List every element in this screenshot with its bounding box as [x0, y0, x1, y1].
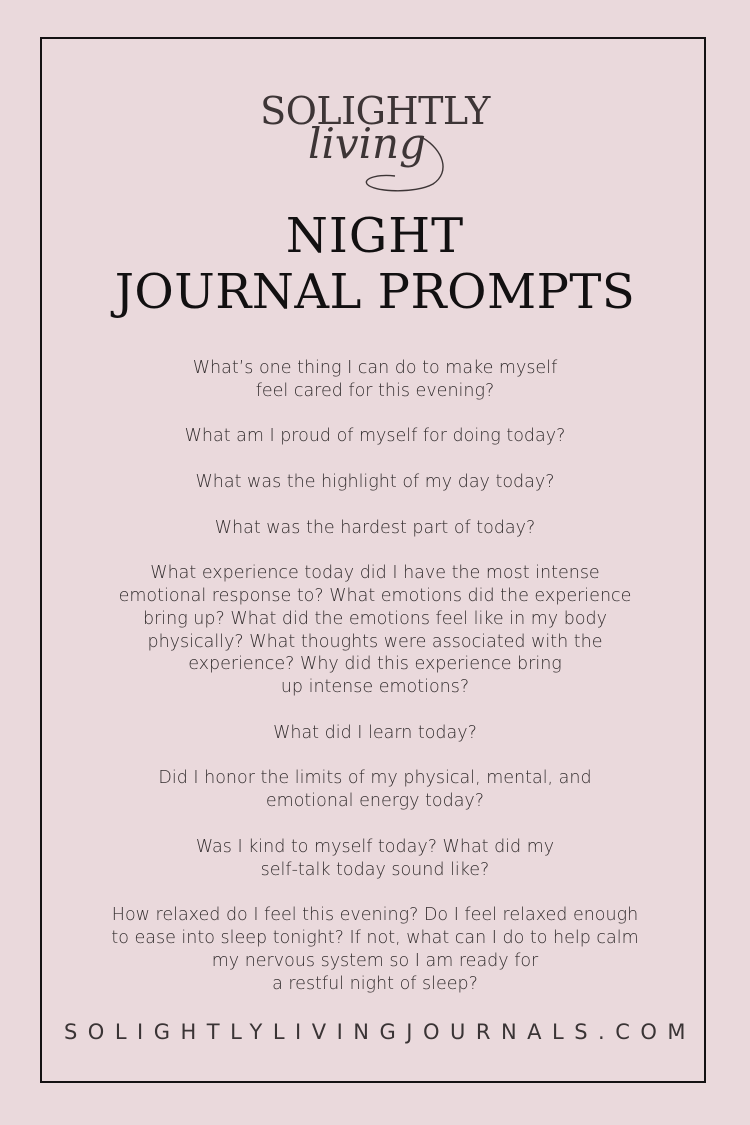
prompt-line: experience? Why did this experience bring	[188, 654, 562, 675]
website-url: SOLIGHTLYLIVINGJOURNALS.COM	[63, 1020, 697, 1044]
prompt-item	[80, 425, 670, 448]
prompt-line: What am I proud of myself for doing today?	[184, 426, 566, 447]
prompt-line: How relaxed do I feel this evening? Do I feel relaxed enough	[111, 905, 639, 926]
prompt-line: physically? What thoughts were associated with the	[147, 631, 603, 652]
prompt-line: up intense emotions?	[280, 677, 470, 698]
prompt-line: Did I honor the limits of my physical, mental, and	[158, 768, 592, 789]
prompt-line: What did I learn today?	[273, 722, 477, 743]
prompt-item	[80, 722, 670, 745]
prompt-line: emotional energy today?	[265, 791, 485, 812]
prompt-line: What’s one thing I can do to make myself	[192, 358, 558, 378]
prompt-line: my nervous system so I am ready for	[211, 950, 539, 971]
prompt-item	[80, 767, 670, 813]
prompt-line: feel cared for this evening?	[255, 380, 495, 401]
prompt-item	[80, 357, 670, 403]
prompt-line: What experience today did I have the most intense	[150, 563, 600, 584]
prompt-line: emotional response to? What emotions did the experience	[118, 585, 632, 606]
logo-script-text: living	[308, 119, 426, 168]
prompt-line: self-talk today sound like?	[260, 859, 490, 880]
prompt-line: bring up? What did the emotions feel like in my body	[142, 608, 607, 629]
prompt-item	[80, 836, 670, 882]
page-title-line2: JOURNAL PROMPTS	[114, 264, 636, 320]
prompt-line: Was I kind to myself today? What did my	[195, 836, 555, 857]
prompt-item	[80, 562, 670, 699]
logo-graphic	[255, 80, 495, 210]
prompt-line: a restful night of sleep?	[272, 973, 478, 994]
prompt-line: What was the hardest part of today?	[214, 517, 536, 538]
prompt-line: What was the highlight of my day today?	[195, 471, 555, 492]
logo-wordmark: SOLIGHTLY	[260, 89, 490, 133]
prompt-item	[80, 517, 670, 540]
prompt-list	[80, 357, 670, 1018]
prompt-item	[80, 904, 670, 995]
prompt-line: to ease into sleep tonight? If not, what can I do to help calm	[111, 927, 639, 948]
prompt-item	[80, 471, 670, 494]
page-title-line1: NIGHT	[285, 208, 465, 264]
brand-logo	[255, 80, 495, 210]
